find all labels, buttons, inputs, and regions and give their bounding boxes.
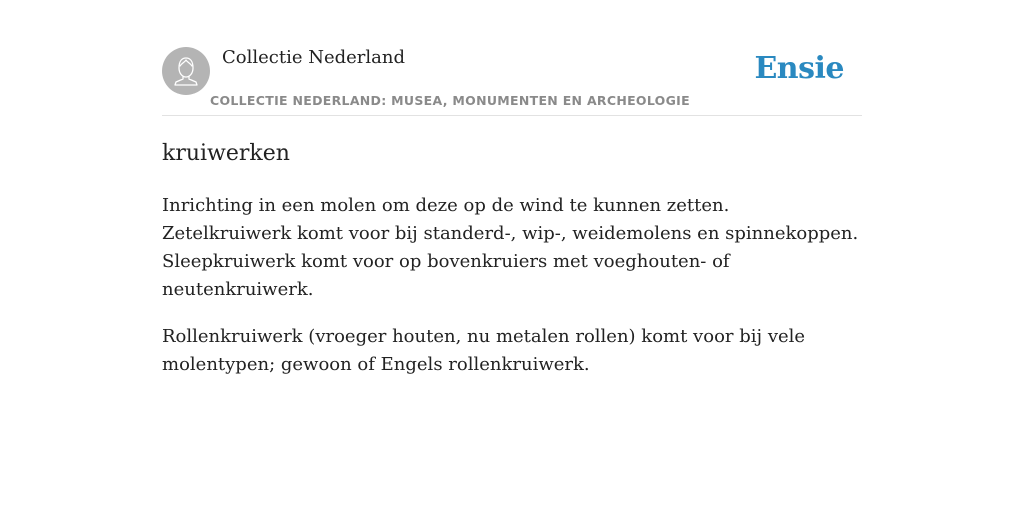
entry-paragraph: Inrichting in een molen om deze op de wind te kunnen zetten. Zetelkruiwerk komt voor bij standerd-, wip-, weidemolens en spinnekoppen. Sleepkruiwerk komt voor op bovenkruiers met voeghouten- of neutenkruiwerk.: [162, 195, 859, 300]
page-header: [162, 0, 862, 116]
entry-paragraph: Rollenkruiwerk (vroeger houten, nu metalen rollen) komt voor bij vele molentypen; gewoon of Engels rollenkruiwerk.: [162, 326, 806, 375]
author-name[interactable]: Collectie Nederland: [222, 47, 406, 68]
page-container: [162, 0, 862, 375]
user-outline-icon: [162, 47, 210, 95]
avatar[interactable]: [162, 47, 210, 95]
entry-body: [162, 192, 862, 398]
collection-subtitle[interactable]: COLLECTIE NEDERLAND: MUSEA, MONUMENTEN EN ARCHEOLOGIE: [210, 93, 690, 108]
brand-logo[interactable]: Ensie: [754, 51, 844, 86]
entry-term: kruiwerken: [162, 141, 290, 166]
